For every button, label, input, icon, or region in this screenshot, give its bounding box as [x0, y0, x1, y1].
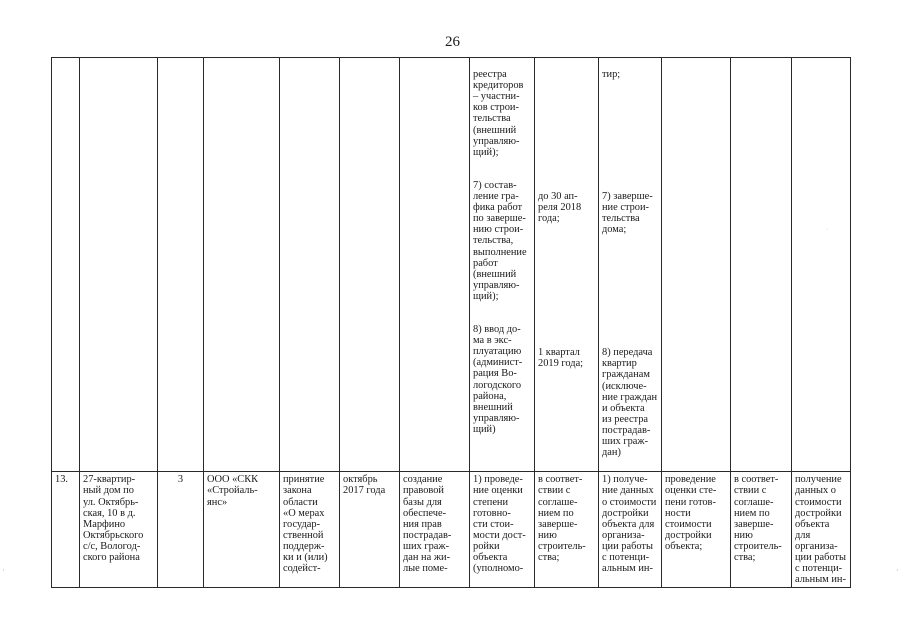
step-text: реестра кредиторов – участни- ков строи- тельства (внешний управляю- щий); — [473, 69, 524, 158]
table-row-continuation — [52, 58, 851, 472]
row-number: 13. — [52, 472, 80, 588]
goal-text: создание правовой базы для обеспече- ния прав пострадав- ших граж- дан на жи- лые поме- — [400, 472, 470, 588]
cell-measure-empty — [280, 58, 340, 472]
step-text: 1) проведе- ние оценки степени готовно- сти стои- мости дост- ройки объекта (уполномо- — [470, 472, 535, 588]
cell-object-empty — [80, 58, 158, 472]
cell-extra-step-empty — [662, 58, 731, 472]
term-text: в соответ- ствии с соглаше- нием по заверше- нию строитель- ства; — [535, 472, 599, 588]
result-text: тир; — [602, 69, 621, 81]
cell-terms — [535, 58, 599, 472]
extra-step-text: проведение оценки сте- пени готов- ности стоимости достройки объекта; — [662, 472, 731, 588]
scan-edge-mark: · — [896, 566, 899, 575]
result-text: 1) получе- ние данных о стоимости достройки объекта для организа- ции работы с потенци- альным ин- — [599, 472, 662, 588]
table-row-13 — [52, 472, 851, 588]
cell-num-empty — [52, 58, 80, 472]
result-text: 8) передача квартир гражданам (исключе- ние граждан и объекта из реестра пострадав- ших граж- дан) — [602, 347, 658, 459]
result-text: 7) заверше- ние строи- тельства дома; — [602, 191, 653, 236]
cell-count-empty — [158, 58, 204, 472]
scan-edge-mark: · — [2, 566, 5, 575]
measure-date: октябрь 2017 года — [340, 472, 400, 588]
term-text — [538, 69, 595, 180]
cell-goal-empty — [400, 58, 470, 472]
cell-steps — [470, 58, 535, 472]
cell-date-empty — [340, 58, 400, 472]
cell-results — [599, 58, 662, 472]
term-text: до 30 ап- реля 2018 года; — [538, 191, 582, 225]
cell-extra-result-empty — [792, 58, 851, 472]
step-text: 8) ввод до- ма в экс- плуатацию (админист- рация Во- логодского района, внешний управляю- щий) — [473, 324, 523, 435]
step-text: 7) состав- ление гра- фика работ по заверше- нию строи- тельства, выполнение работ (внешний управляю- щий); — [473, 179, 527, 302]
object-count: 3 — [158, 472, 204, 588]
measure-text: принятие закона области «О мерах государ- ственной поддерж- ки и (или) содейст- — [280, 472, 340, 588]
extra-result-text: получение данных о стоимости достройки объекта для организа- ции работы с потенци- альным ин- — [792, 472, 851, 588]
cell-developer-empty — [204, 58, 280, 472]
extra-term-text: в соответ- ствии с соглаше- нием по заверше- нию строитель- ства; — [731, 472, 792, 588]
term-text: 1 квартал 2019 года; — [538, 347, 584, 370]
measures-table — [51, 57, 851, 588]
cell-extra-term-empty — [731, 58, 792, 472]
page-number: 26 — [445, 34, 460, 50]
developer-name: ООО «СКК «Стройаль- янс» — [204, 472, 280, 588]
scan-dot: · — [826, 227, 828, 233]
object-description: 27-квартир- ный дом по ул. Октябрь- ская, 10 в д. Марфино Октябрьского с/с, Вологод- ского района — [80, 472, 158, 588]
